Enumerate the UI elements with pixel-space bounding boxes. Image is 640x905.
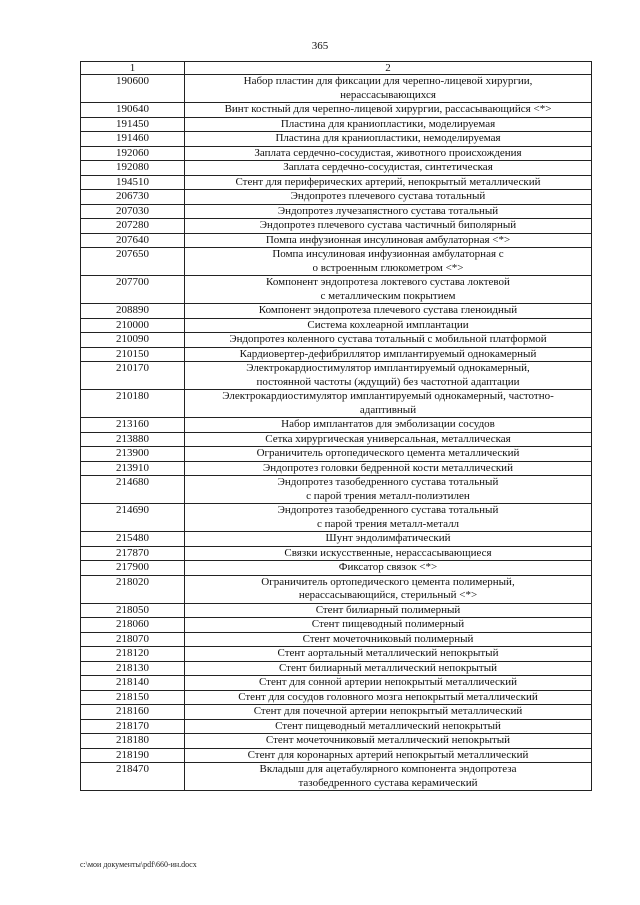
name-cell: Стент мочеточниковый полимерный [185,632,592,647]
name-cell: Электрокардиостимулятор имплантируемый однокамерный, постоянной частоты (ждущий) без частотной адаптации [185,362,592,390]
name-cell: Система кохлеарной имплантации [185,318,592,333]
code-cell: 210090 [81,333,185,348]
table-row [81,103,592,118]
code-cell: 207640 [81,233,185,248]
name-cell: Заплата сердечно-сосудистая, синтетическая [185,161,592,176]
table-row [81,647,592,662]
code-cell: 210150 [81,347,185,362]
column-header-1: 1 [81,62,185,75]
code-cell: 213880 [81,432,185,447]
name-cell: Стент для периферических артерий, непокрытый металлический [185,175,592,190]
table-row [81,204,592,219]
name-cell: Фиксатор связок <*> [185,561,592,576]
name-cell: Ограничитель ортопедического цемента полимерный, нерассасывающийся, стерильный <*> [185,575,592,603]
code-cell: 214680 [81,476,185,504]
code-cell: 194510 [81,175,185,190]
code-cell: 190640 [81,103,185,118]
name-cell: Заплата сердечно-сосудистая, животного происхождения [185,146,592,161]
code-cell: 218470 [81,763,185,791]
code-cell: 213910 [81,461,185,476]
name-cell: Электрокардиостимулятор имплантируемый однокамерный, частотно- адаптивный [185,390,592,418]
name-cell: Винт костный для черепно-лицевой хирургии, рассасывающийся <*> [185,103,592,118]
name-cell: Стент мочеточниковый металлический непокрытый [185,734,592,749]
code-cell: 191450 [81,117,185,132]
code-cell: 190600 [81,75,185,103]
name-cell: Эндопротез головки бедренной кости металлический [185,461,592,476]
code-cell: 192080 [81,161,185,176]
name-cell: Стент пищеводный металлический непокрытый [185,719,592,734]
table-row [81,546,592,561]
table-row [81,248,592,276]
code-cell: 218170 [81,719,185,734]
code-cell: 218150 [81,690,185,705]
code-cell: 207700 [81,276,185,304]
name-cell: Вкладыш для ацетабулярного компонента эндопротеза тазобедренного сустава керамический [185,763,592,791]
table-row [81,146,592,161]
name-cell: Стент для коронарных артерий непокрытый металлический [185,748,592,763]
table-row [81,432,592,447]
name-cell: Стент для сосудов головного мозга непокрытый металлический [185,690,592,705]
table-header-row [81,62,592,75]
table-row [81,333,592,348]
table-row [81,705,592,720]
code-cell: 214690 [81,504,185,532]
name-cell: Связки искусственные, нерассасывающиеся [185,546,592,561]
table-row [81,219,592,234]
code-cell: 208890 [81,304,185,319]
table-row [81,276,592,304]
name-cell: Эндопротез тазобедренного сустава тотальный с парой трения металл-металл [185,504,592,532]
table-row [81,461,592,476]
table-row [81,632,592,647]
table-row [81,390,592,418]
table-row [81,447,592,462]
table-row [81,132,592,147]
code-cell: 210000 [81,318,185,333]
table-row [81,476,592,504]
table-row [81,734,592,749]
name-cell: Помпа инфузионная инсулиновая амбулаторная <*> [185,233,592,248]
code-cell: 217870 [81,546,185,561]
name-cell: Набор пластин для фиксации для черепно-лицевой хирургии, нерассасывающихся [185,75,592,103]
name-cell: Сетка хирургическая универсальная, металлическая [185,432,592,447]
name-cell: Шунт эндолимфатический [185,532,592,547]
code-cell: 191460 [81,132,185,147]
name-cell: Стент билиарный полимерный [185,603,592,618]
code-cell: 213900 [81,447,185,462]
table-row [81,690,592,705]
table-row [81,190,592,205]
code-cell: 218060 [81,618,185,633]
name-cell: Пластина для краниопластики, моделируемая [185,117,592,132]
code-cell: 218190 [81,748,185,763]
code-cell: 215480 [81,532,185,547]
file-path-footer: c:\мои документы\pdf\660-ин.docx [80,860,197,869]
name-cell: Эндопротез лучезапястного сустава тотальный [185,204,592,219]
table-row [81,532,592,547]
table-row [81,362,592,390]
table-row [81,304,592,319]
table-row [81,504,592,532]
device-code-table [80,61,592,791]
table-row [81,575,592,603]
table-row [81,676,592,691]
name-cell: Стент для почечной артерии непокрытый металлический [185,705,592,720]
code-cell: 217900 [81,561,185,576]
name-cell: Стент билиарный металлический непокрытый [185,661,592,676]
name-cell: Эндопротез тазобедренного сустава тотальный с парой трения металл-полиэтилен [185,476,592,504]
code-cell: 207030 [81,204,185,219]
code-cell: 218140 [81,676,185,691]
page-number: 365 [311,40,329,52]
name-cell: Эндопротез коленного сустава тотальный с мобильной платформой [185,333,592,348]
name-cell: Помпа инсулиновая инфузионная амбулаторная с о встроенным глюкометром <*> [185,248,592,276]
code-cell: 192060 [81,146,185,161]
table-row [81,748,592,763]
table-row [81,75,592,103]
code-cell: 218070 [81,632,185,647]
name-cell: Эндопротез плечевого сустава частичный биполярный [185,219,592,234]
code-cell: 213160 [81,418,185,433]
table-row [81,719,592,734]
table-row [81,603,592,618]
code-cell: 218130 [81,661,185,676]
code-cell: 207280 [81,219,185,234]
table-row [81,763,592,791]
name-cell: Ограничитель ортопедического цемента металлический [185,447,592,462]
code-cell: 207650 [81,248,185,276]
name-cell: Кардиовертер-дефибриллятор имплантируемый однокамерный [185,347,592,362]
code-cell: 210170 [81,362,185,390]
name-cell: Эндопротез плечевого сустава тотальный [185,190,592,205]
name-cell: Компонент эндопротеза плечевого сустава гленоидный [185,304,592,319]
name-cell: Пластина для краниопластики, немоделируемая [185,132,592,147]
table-row [81,318,592,333]
code-cell: 218180 [81,734,185,749]
table-row [81,661,592,676]
column-header-2: 2 [185,62,592,75]
table-body [81,62,592,791]
table-row [81,418,592,433]
table-row [81,618,592,633]
code-cell: 218050 [81,603,185,618]
name-cell: Набор имплантатов для эмболизации сосудов [185,418,592,433]
table-row [81,161,592,176]
code-cell: 206730 [81,190,185,205]
code-cell: 218120 [81,647,185,662]
table-row [81,175,592,190]
table-row [81,347,592,362]
name-cell: Стент для сонной артерии непокрытый металлический [185,676,592,691]
name-cell: Стент аортальный металлический непокрытый [185,647,592,662]
code-cell: 218020 [81,575,185,603]
table-row [81,117,592,132]
name-cell: Компонент эндопротеза локтевого сустава локтевой с металлическим покрытием [185,276,592,304]
code-cell: 218160 [81,705,185,720]
name-cell: Стент пищеводный полимерный [185,618,592,633]
table-row [81,561,592,576]
code-cell: 210180 [81,390,185,418]
table-row [81,233,592,248]
